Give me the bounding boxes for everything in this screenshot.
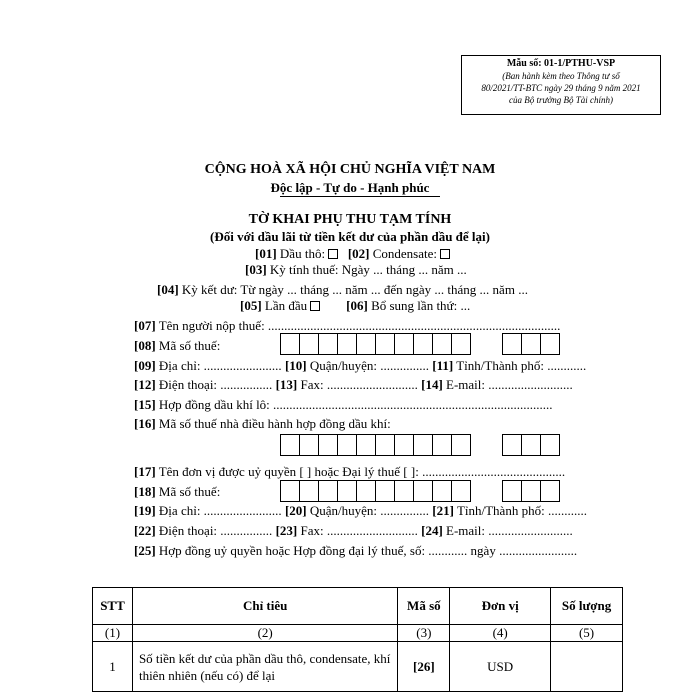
agent-address-row bbox=[134, 503, 587, 519]
tax-code-suffix-box[interactable] bbox=[521, 480, 541, 502]
tax-code-box[interactable] bbox=[432, 480, 452, 502]
tax-code-box[interactable] bbox=[432, 333, 452, 355]
tax-code-suffix-boxes-operator[interactable] bbox=[502, 434, 559, 456]
tax-code-box[interactable] bbox=[375, 480, 395, 502]
field-19-label[interactable]: Địa chỉ: ........................ bbox=[158, 503, 282, 518]
field-07-code: [07] bbox=[134, 318, 156, 333]
field-21-code: [21] bbox=[432, 503, 454, 518]
tax-code-box[interactable] bbox=[337, 434, 357, 456]
motto-underline bbox=[280, 196, 440, 197]
tax-code-box[interactable] bbox=[299, 333, 319, 355]
taxpayer-name-row bbox=[134, 318, 560, 334]
tax-code-box[interactable] bbox=[337, 333, 357, 355]
field-09-code: [09] bbox=[134, 358, 156, 373]
field-24-code: [24] bbox=[421, 523, 443, 538]
field-20-label[interactable]: Quận/huyện: ............... bbox=[309, 503, 430, 518]
form-code: Mẫu số: 01-1/PTHU-VSP bbox=[506, 58, 616, 69]
field-04-label: Kỳ kết dư: Từ ngày ... tháng ... năm ... đến ngày ... tháng ... năm ... bbox=[181, 282, 528, 297]
tax-code-box[interactable] bbox=[432, 434, 452, 456]
tax-code-box[interactable] bbox=[318, 434, 338, 456]
table-index-row bbox=[93, 625, 623, 642]
tax-code-box[interactable] bbox=[299, 480, 319, 502]
field-01-label: Dầu thô: bbox=[279, 246, 326, 261]
index-cell: (1) bbox=[93, 625, 133, 642]
tax-code-box[interactable] bbox=[394, 480, 414, 502]
field-16-label: Mã số thuế nhà điều hành hợp đồng dầu khí: bbox=[158, 416, 391, 431]
field-25-label[interactable]: Hợp đồng uỷ quyền hoặc Hợp đồng đại lý thuế, số: ............ ngày ........................ bbox=[158, 543, 578, 558]
field-10-code: [10] bbox=[284, 358, 307, 373]
tax-code-box[interactable] bbox=[356, 434, 376, 456]
field-23-label[interactable]: Fax: ............................ bbox=[300, 523, 418, 538]
field-18-label: Mã số thuế: bbox=[158, 484, 221, 499]
field-17-code: [17] bbox=[134, 464, 156, 479]
taxpayer-contact-row bbox=[134, 377, 573, 393]
field-14-code: [14] bbox=[421, 377, 443, 392]
row-code: [26] bbox=[398, 642, 450, 692]
field-19-code: [19] bbox=[134, 503, 156, 518]
field-08-code: [08] bbox=[134, 338, 156, 353]
header-indicator: Chỉ tiêu bbox=[132, 588, 397, 625]
field-05-label: Lần đầu bbox=[264, 298, 308, 313]
tax-code-box[interactable] bbox=[280, 480, 300, 502]
header-unit: Đơn vị bbox=[450, 588, 551, 625]
crude-type-row bbox=[255, 246, 450, 262]
tax-code-box[interactable] bbox=[299, 434, 319, 456]
field-20-code: [20] bbox=[284, 503, 307, 518]
field-11-code: [11] bbox=[432, 358, 454, 373]
field-12-label[interactable]: Điện thoại: ................ bbox=[158, 377, 273, 392]
field-25-code: [25] bbox=[134, 543, 156, 558]
taxpayer-tax-code-row bbox=[134, 338, 220, 354]
tax-code-box[interactable] bbox=[318, 480, 338, 502]
tax-code-box[interactable] bbox=[318, 333, 338, 355]
tax-code-suffix-boxes-agent[interactable] bbox=[502, 480, 559, 502]
settlement-period-row bbox=[157, 282, 528, 298]
tax-code-suffix-box[interactable] bbox=[502, 434, 522, 456]
first-filing-checkbox[interactable] bbox=[310, 301, 320, 311]
tax-code-suffix-box[interactable] bbox=[521, 434, 541, 456]
field-08-label: Mã số thuế: bbox=[158, 338, 221, 353]
contract-block-row bbox=[134, 397, 553, 413]
field-06-code: [06] bbox=[346, 298, 368, 313]
tax-code-suffix-box[interactable] bbox=[540, 480, 560, 502]
tax-code-box[interactable] bbox=[413, 434, 433, 456]
document-title: TỜ KHAI PHỤ THU TẠM TÍNH bbox=[248, 212, 452, 227]
form-note-line-3: của Bộ trưởng Bộ Tài chính) bbox=[509, 95, 613, 105]
tax-code-suffix-box[interactable] bbox=[540, 434, 560, 456]
tax-code-box[interactable] bbox=[413, 333, 433, 355]
nation-heading: CỘNG HOÀ XÃ HỘI CHỦ NGHĨA VIỆT NAM bbox=[204, 162, 496, 177]
field-14-label[interactable]: E-mail: .......................... bbox=[446, 377, 573, 392]
condensate-checkbox[interactable] bbox=[440, 249, 450, 259]
tax-code-box[interactable] bbox=[280, 333, 300, 355]
index-cell: (4) bbox=[450, 625, 551, 642]
field-15-code: [15] bbox=[134, 397, 156, 412]
row-description: Số tiền kết dư của phần dầu thô, condensate, khí thiên nhiên (nếu có) để lại bbox=[132, 642, 397, 692]
field-18-code: [18] bbox=[134, 484, 156, 499]
document-subtitle: (Đối với dầu lãi từ tiền kết dư của phần dầu để lại) bbox=[210, 229, 490, 244]
field-04-code: [04] bbox=[157, 282, 179, 297]
field-10-label[interactable]: Quận/huyện: ............... bbox=[309, 358, 430, 373]
tax-code-boxes-agent[interactable] bbox=[280, 480, 470, 502]
field-23-code: [23] bbox=[275, 523, 298, 538]
header-code: Mã số bbox=[398, 588, 450, 625]
field-02-label: Condensate: bbox=[372, 246, 437, 261]
field-21-label[interactable]: Tỉnh/Thành phố: ............ bbox=[456, 503, 587, 518]
index-cell: (3) bbox=[398, 625, 450, 642]
tax-code-box[interactable] bbox=[356, 480, 376, 502]
tax-code-box[interactable] bbox=[375, 333, 395, 355]
field-15-label[interactable]: Hợp đồng dầu khí lô: ...................................................................................... bbox=[158, 397, 553, 412]
field-01-code: [01] bbox=[255, 246, 277, 261]
tax-code-box[interactable] bbox=[394, 333, 414, 355]
tax-code-suffix-box[interactable] bbox=[502, 333, 522, 355]
taxpayer-address-row bbox=[134, 358, 586, 374]
tax-code-box[interactable] bbox=[394, 434, 414, 456]
agent-tax-code-row bbox=[134, 484, 220, 500]
header-stt: STT bbox=[93, 588, 133, 625]
agent-name-row bbox=[134, 464, 565, 480]
field-07-label[interactable]: Tên người nộp thuế: .......................................................................................... bbox=[158, 318, 561, 333]
tax-period-row bbox=[245, 262, 467, 278]
crude-oil-checkbox[interactable] bbox=[328, 249, 338, 259]
declaration-table bbox=[92, 587, 623, 692]
tax-code-boxes-operator[interactable] bbox=[280, 434, 470, 456]
tax-code-box[interactable] bbox=[413, 480, 433, 502]
field-13-label[interactable]: Fax: ............................ bbox=[300, 377, 418, 392]
field-03-code: [03] bbox=[245, 262, 267, 277]
field-13-code: [13] bbox=[275, 377, 298, 392]
row-unit: USD bbox=[450, 642, 551, 692]
field-05-code: [05] bbox=[240, 298, 262, 313]
row-stt: 1 bbox=[93, 642, 133, 692]
tax-code-box[interactable] bbox=[451, 480, 471, 502]
tax-code-box[interactable] bbox=[451, 333, 471, 355]
agent-contact-row bbox=[134, 523, 573, 539]
tax-code-box[interactable] bbox=[280, 434, 300, 456]
field-09-label[interactable]: Địa chỉ: ........................ bbox=[158, 358, 282, 373]
field-12-code: [12] bbox=[134, 377, 156, 392]
tax-code-box[interactable] bbox=[375, 434, 395, 456]
form-number-box bbox=[461, 55, 661, 115]
tax-code-suffix-box[interactable] bbox=[521, 333, 541, 355]
tax-code-suffix-box[interactable] bbox=[540, 333, 560, 355]
filing-type-row bbox=[240, 298, 470, 314]
row-quantity[interactable] bbox=[551, 642, 623, 692]
index-cell: (5) bbox=[551, 625, 623, 642]
form-note-line-1: (Ban hành kèm theo Thông tư số bbox=[502, 71, 620, 81]
field-03-label: Kỳ tính thuế: Ngày ... tháng ... năm ... bbox=[269, 262, 467, 277]
agency-contract-row bbox=[134, 543, 577, 559]
tax-code-box[interactable] bbox=[356, 333, 376, 355]
table-row bbox=[93, 642, 623, 692]
field-22-label[interactable]: Điện thoại: ................ bbox=[158, 523, 273, 538]
motto-heading: Độc lập - Tự do - Hạnh phúc bbox=[270, 180, 430, 195]
tax-code-boxes-main[interactable] bbox=[280, 333, 470, 355]
field-22-code: [22] bbox=[134, 523, 156, 538]
table-header-row bbox=[93, 588, 623, 625]
operator-tax-code-row bbox=[134, 416, 391, 432]
tax-code-box[interactable] bbox=[337, 480, 357, 502]
tax-code-suffix-box[interactable] bbox=[502, 480, 522, 502]
tax-code-suffix-boxes-main[interactable] bbox=[502, 333, 559, 355]
field-24-label[interactable]: E-mail: .......................... bbox=[446, 523, 573, 538]
header-quantity: Số lượng bbox=[551, 588, 623, 625]
field-06-label: Bổ sung lần thứ: ... bbox=[371, 298, 471, 313]
field-11-label[interactable]: Tỉnh/Thành phố: ............ bbox=[456, 358, 587, 373]
index-cell: (2) bbox=[132, 625, 397, 642]
form-note-line-2: 80/2021/TT-BTC ngày 29 tháng 9 năm 2021 bbox=[481, 83, 641, 93]
tax-code-box[interactable] bbox=[451, 434, 471, 456]
field-02-code: [02] bbox=[347, 246, 370, 261]
field-16-code: [16] bbox=[134, 416, 156, 431]
field-17-label[interactable]: Tên đơn vị được uỷ quyền [ ] hoặc Đại lý thuế [ ]: ............................................ bbox=[158, 464, 566, 479]
